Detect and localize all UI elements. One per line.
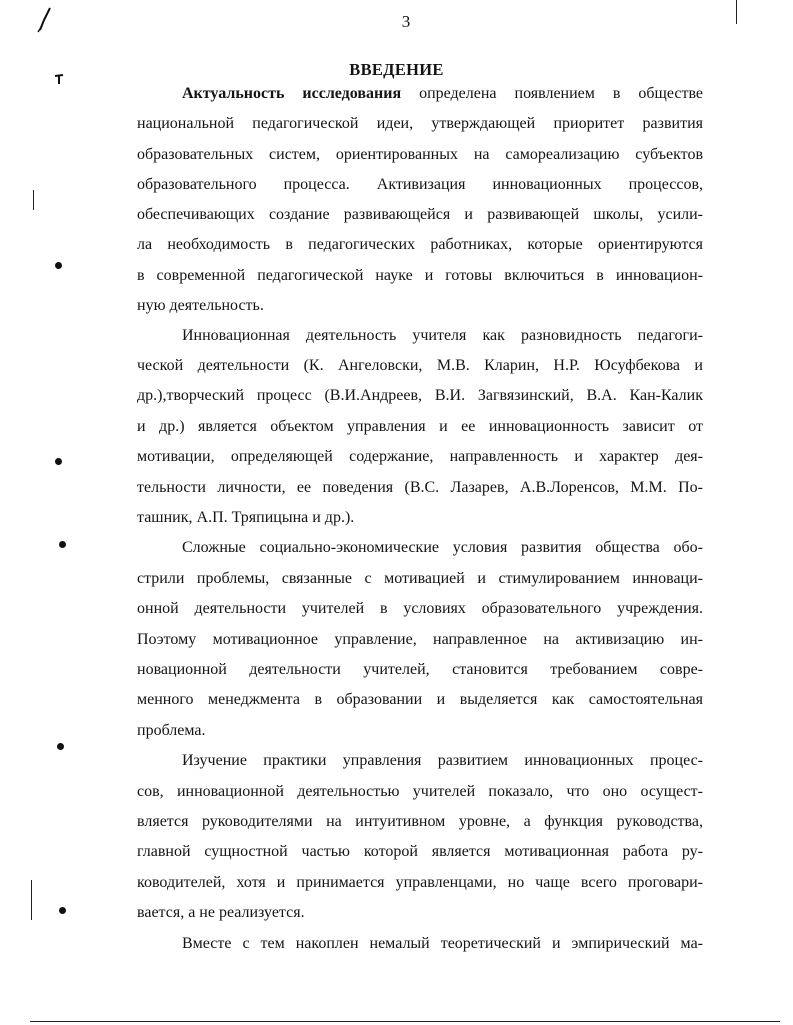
text-line: в современной педагогической науке и готовы включиться в инновацион- xyxy=(137,267,703,284)
scan-hole-dot xyxy=(57,743,64,750)
scan-edge-line xyxy=(33,190,34,210)
text-line: ководителей, хотя и принимается управленцами, но чаще всего проговари- xyxy=(137,874,703,891)
text-line: др.),творческий процесс (В.И.Андреев, В.И. Загвязинский, В.А. Кан-Калик xyxy=(137,387,703,404)
text-line: вается, а не реализуется. xyxy=(137,904,305,921)
text-line: проблема. xyxy=(137,722,206,739)
scan-edge-line xyxy=(736,0,737,24)
text-line: онной деятельности учителей в условиях образовательного учреждения. xyxy=(137,600,703,617)
scan-bottom-edge xyxy=(30,1021,780,1022)
text-line: Поэтому мотивационное управление, направленное на активизацию ин- xyxy=(137,631,703,648)
lead-bold: Актуальность исследования xyxy=(182,85,402,102)
text-line: стрили проблемы, связанные с мотивацией и стимулированием инноваци- xyxy=(137,570,703,587)
text-line: Актуальность исследования определена появлением в обществе xyxy=(182,85,704,102)
text-line: Вместе с тем накоплен немалый теоретический и эмпирический ма- xyxy=(182,935,703,952)
text-line: национальной педагогической идеи, утверждающей приоритет развития xyxy=(137,115,703,132)
text-line: ташник, А.П. Тряпицына и др.). xyxy=(137,509,355,526)
text-line: образовательных систем, ориентированных на самореализацию субъектов xyxy=(137,146,703,163)
text-line: ческой деятельности (К. Ангеловски, М.В. Кларин, Н.Р. Юсуфбекова и xyxy=(137,357,703,374)
page-title: ВВЕДЕНИЕ xyxy=(349,60,444,79)
text-line: вляется руководителями на интуитивном уровне, а функция руководства, xyxy=(137,813,703,830)
text-line: и др.) является объектом управления и ее инновационность зависит от xyxy=(137,418,703,435)
text-line: обеспечивающих создание развивающейся и развивающей школы, усили- xyxy=(137,206,703,223)
scan-edge-line xyxy=(31,880,32,920)
scan-hole-dot xyxy=(59,907,66,914)
text-line: ную деятельность. xyxy=(137,297,264,314)
scan-hole-dot xyxy=(55,458,62,465)
text-line: ла необходимость в педагогических работниках, которые ориентируются xyxy=(137,236,703,253)
scan-hole-dot xyxy=(55,262,62,269)
text-line: менного менеджмента в образовании и выделяется как самостоятельная xyxy=(137,691,703,708)
text-line: новационной деятельности учителей, становится требованием совре- xyxy=(137,661,703,678)
scan-hole-dot xyxy=(59,541,66,548)
text-line: Сложные социально-экономические условия развития общества обо- xyxy=(182,539,703,556)
text-line: мотивации, определяющей содержание, направленность и характер дея- xyxy=(137,448,703,465)
text-line: Изучение практики управления развитием инновационных процес- xyxy=(182,752,703,769)
scan-pen-mark xyxy=(34,6,54,34)
text-line: тельности личности, ее поведения (В.С. Лазарев, А.В.Лоренсов, М.М. По- xyxy=(137,479,703,496)
text-line: сов, инновационной деятельностью учителей показало, что оно осущест- xyxy=(137,783,703,800)
scan-tick-mark xyxy=(54,74,64,86)
text-line: Инновационная деятельность учителя как разновидность педагоги- xyxy=(182,327,703,344)
page-number: 3 xyxy=(401,12,411,31)
text-line: образовательного процесса. Активизация инновационных процессов, xyxy=(137,176,703,193)
text-line: главной сущностной частью которой является мотивационная работа ру- xyxy=(137,843,703,860)
